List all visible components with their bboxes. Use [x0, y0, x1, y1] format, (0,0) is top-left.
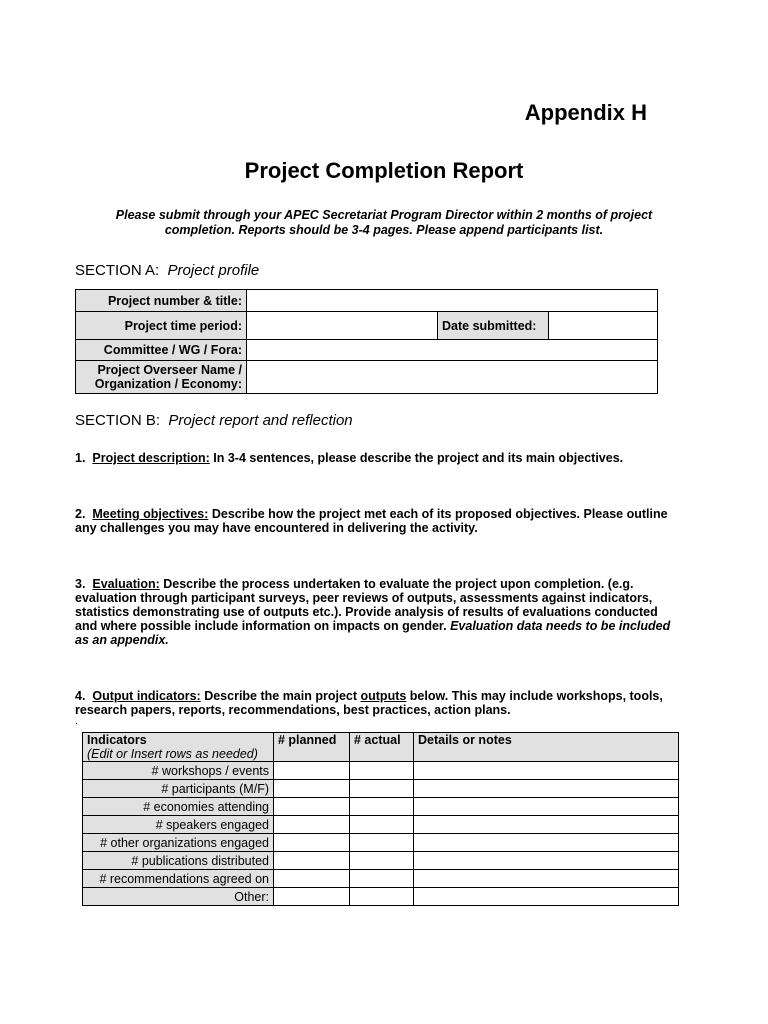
profile-label-date-submitted: Date submitted: — [438, 312, 549, 340]
table-row — [83, 852, 679, 870]
table-row — [83, 762, 679, 780]
planned-cell[interactable] — [274, 816, 350, 834]
details-cell[interactable] — [414, 870, 679, 888]
actual-cell[interactable] — [350, 834, 414, 852]
profile-field-overseer[interactable] — [247, 361, 658, 394]
question-1-title: Project description: — [92, 451, 210, 465]
profile-label-number-title: Project number & title: — [76, 290, 247, 312]
question-3-num: 3. — [75, 577, 86, 591]
question-3-title: Evaluation: — [92, 577, 160, 591]
project-profile-table — [75, 289, 658, 394]
actual-cell[interactable] — [350, 888, 414, 906]
details-cell[interactable] — [414, 798, 679, 816]
actual-cell[interactable] — [350, 816, 414, 834]
question-4 — [75, 689, 675, 717]
question-2-text: Describe how the project met each of its proposed objectives. Please outline any challenges you may have encountered in delivering the activity. — [75, 507, 668, 535]
details-cell[interactable] — [414, 834, 679, 852]
table-row — [83, 798, 679, 816]
question-3 — [75, 577, 675, 647]
table-row — [83, 870, 679, 888]
instructions-text: Please submit through your APEC Secretariat Program Director within 2 months of project completion. Reports should be 3-4 pages. Please append participants list. — [115, 208, 653, 237]
actual-cell[interactable] — [350, 798, 414, 816]
planned-cell[interactable] — [274, 852, 350, 870]
header-indicators-label: Indicators — [87, 733, 147, 747]
header-actual: # actual — [350, 733, 414, 762]
table-row — [83, 888, 679, 906]
section-a-title: Project profile — [167, 262, 260, 279]
question-3-text: Describe the process undertaken to evaluate the project upon completion. (e.g. evaluation through participant surveys, peer reviews of outputs, assessments against indicators, statistics demonstrating use of outputs etc.). Provide analysis of results of evaluations conducted and where possible include information on impacts on gender. — [75, 577, 658, 633]
planned-cell[interactable] — [274, 780, 350, 798]
section-b-heading — [75, 412, 353, 429]
profile-field-committee[interactable] — [247, 340, 658, 361]
header-details: Details or notes — [414, 733, 679, 762]
table-row — [83, 816, 679, 834]
table-row — [83, 780, 679, 798]
actual-cell[interactable] — [350, 870, 414, 888]
indicator-label: # economies attending — [83, 798, 274, 816]
profile-field-time-period[interactable] — [247, 312, 438, 340]
actual-cell[interactable] — [350, 762, 414, 780]
details-cell[interactable] — [414, 852, 679, 870]
question-2-num: 2. — [75, 507, 86, 521]
indicator-label: # participants (M/F) — [83, 780, 274, 798]
planned-cell[interactable] — [274, 798, 350, 816]
question-3-note: Evaluation data needs to be included as an appendix. — [75, 619, 671, 647]
details-cell[interactable] — [414, 888, 679, 906]
header-indicators — [83, 733, 274, 762]
indicator-label: Other: — [83, 888, 274, 906]
question-1-num: 1. — [75, 451, 86, 465]
appendix-label: Appendix H — [524, 100, 647, 125]
actual-cell[interactable] — [350, 852, 414, 870]
indicator-label: # publications distributed — [83, 852, 274, 870]
planned-cell[interactable] — [274, 888, 350, 906]
indicator-label: # other organizations engaged — [83, 834, 274, 852]
question-1 — [75, 451, 675, 465]
output-indicators-table — [82, 732, 679, 906]
profile-label-overseer: Project Overseer Name / Organization / Economy: — [76, 361, 247, 394]
section-a-prefix: SECTION A: — [75, 262, 160, 279]
planned-cell[interactable] — [274, 870, 350, 888]
profile-label-time-period: Project time period: — [76, 312, 247, 340]
indicator-label: # recommendations agreed on — [83, 870, 274, 888]
indicator-label: # speakers engaged — [83, 816, 274, 834]
details-cell[interactable] — [414, 780, 679, 798]
indicator-label: # workshops / events — [83, 762, 274, 780]
section-b-prefix: SECTION B: — [75, 412, 161, 429]
profile-field-number-title[interactable] — [247, 290, 658, 312]
question-4-num: 4. — [75, 689, 86, 703]
profile-field-date-submitted[interactable] — [549, 312, 658, 340]
actual-cell[interactable] — [350, 780, 414, 798]
details-cell[interactable] — [414, 762, 679, 780]
page-title: Project Completion Report — [244, 158, 524, 183]
stray-dot: . — [75, 716, 78, 727]
section-a-heading — [75, 262, 259, 279]
header-planned: # planned — [274, 733, 350, 762]
question-4-underlined-word: outputs — [360, 689, 407, 703]
question-1-text: In 3-4 sentences, please describe the project and its main objectives. — [209, 451, 624, 465]
table-row — [83, 834, 679, 852]
header-indicators-sub: (Edit or Insert rows as needed) — [87, 747, 258, 761]
planned-cell[interactable] — [274, 834, 350, 852]
profile-label-committee: Committee / WG / Fora: — [76, 340, 247, 361]
planned-cell[interactable] — [274, 762, 350, 780]
question-2 — [75, 507, 675, 535]
question-4-text-after: below. This may include workshops, tools, research papers, reports, recommendations, best practices, action plans. — [75, 689, 663, 717]
question-2-title: Meeting objectives: — [92, 507, 209, 521]
question-4-text-before: Describe the main project — [200, 689, 361, 703]
section-b-title: Project report and reflection — [168, 412, 353, 429]
question-4-title: Output indicators: — [92, 689, 201, 703]
details-cell[interactable] — [414, 816, 679, 834]
